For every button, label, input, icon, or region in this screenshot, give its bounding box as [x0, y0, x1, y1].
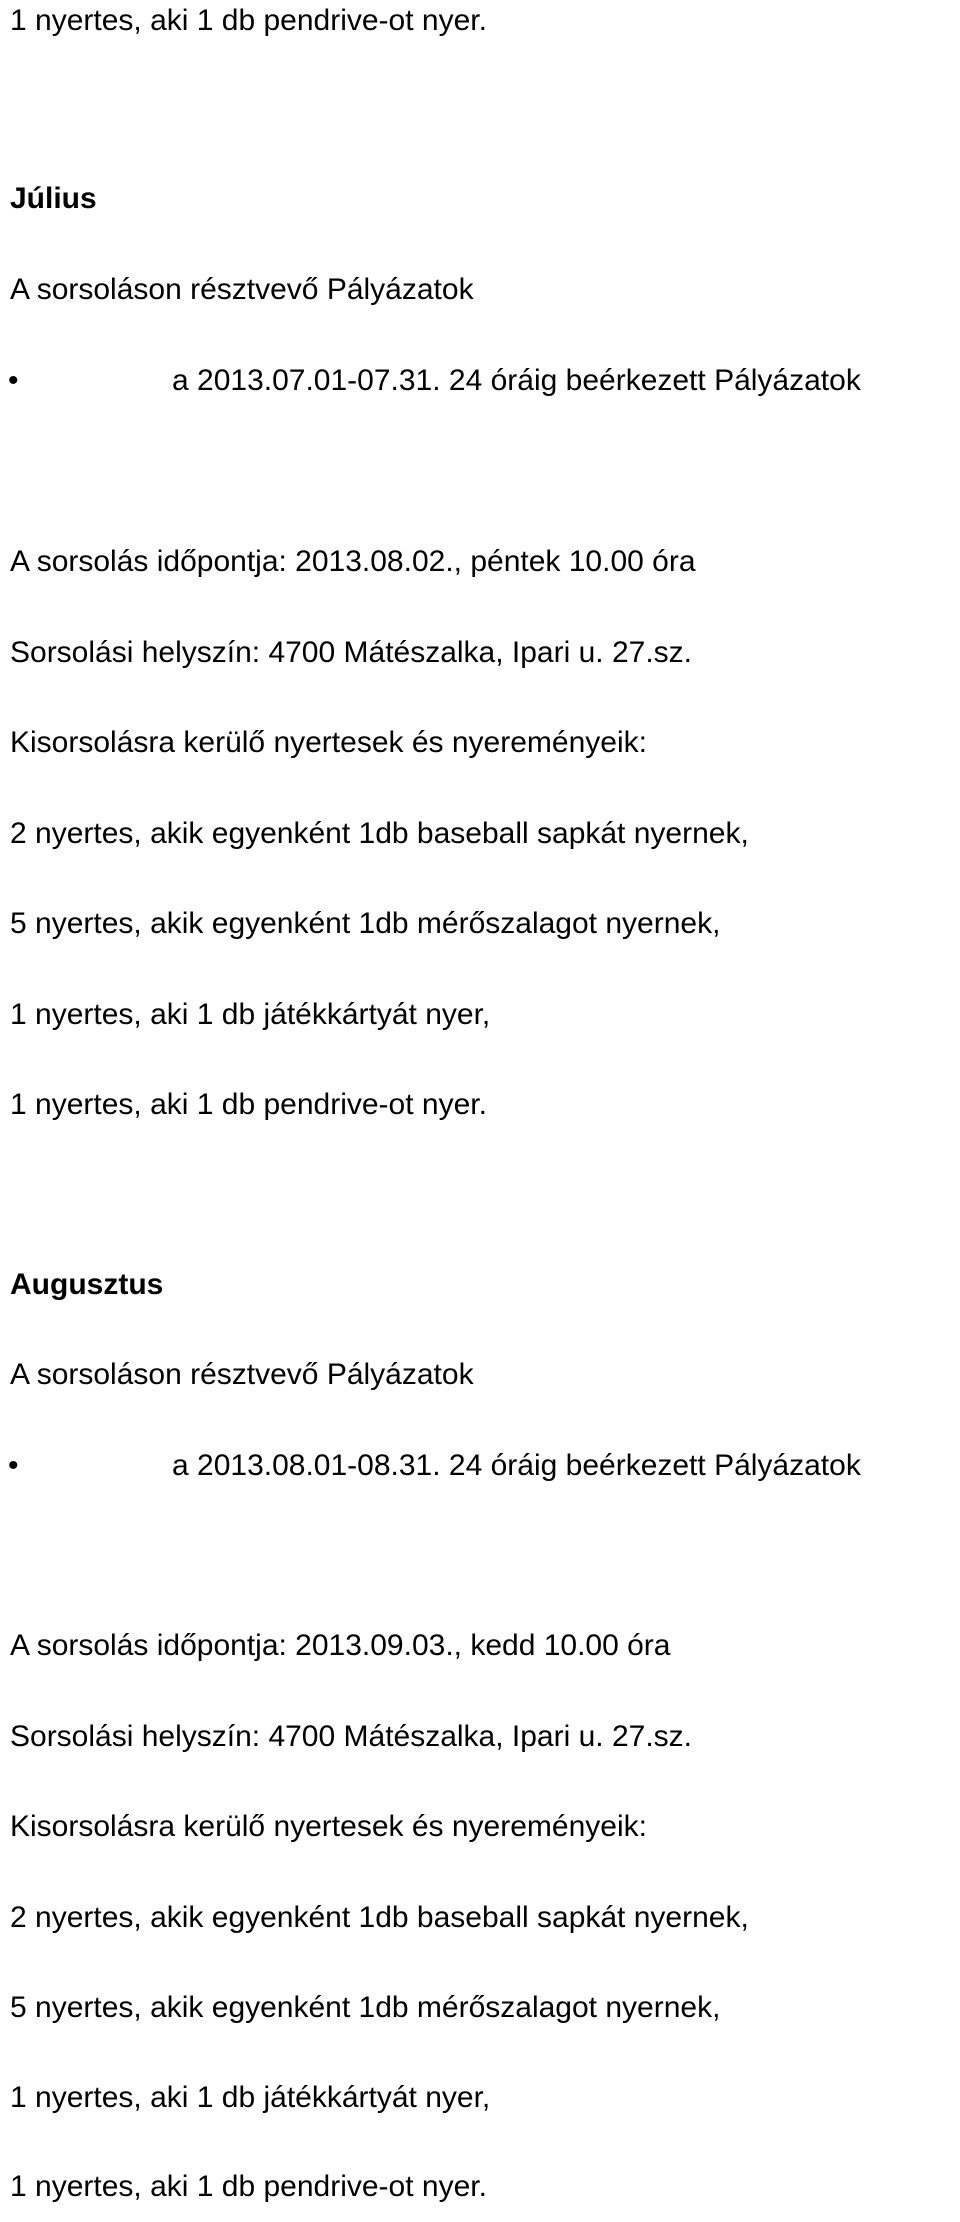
prize-item: 5 nyertes, akik egyenként 1db mérőszalagot nyernek, [10, 907, 721, 940]
draw-date-line: A sorsolás időpontja: 2013.08.02., péntek 10.00 óra [10, 545, 696, 578]
participants-label: A sorsoláson résztvevő Pályázatok [10, 1358, 474, 1391]
participants-label: A sorsoláson résztvevő Pályázatok [10, 273, 474, 306]
prize-item: 1 nyertes, aki 1 db játékkártyát nyer, [10, 2081, 491, 2114]
bullet-marker: • [8, 1449, 19, 1482]
prizes-heading: Kisorsolásra kerülő nyertesek és nyereményeik: [10, 1810, 647, 1843]
prize-item: 1 nyertes, aki 1 db pendrive-ot nyer. [10, 2170, 487, 2203]
draw-location-line: Sorsolási helyszín: 4700 Mátészalka, Ipari u. 27.sz. [10, 636, 693, 669]
month-heading-augusztus: Augusztus [10, 1268, 164, 1301]
prize-item: 1 nyertes, aki 1 db pendrive-ot nyer. [10, 1088, 487, 1121]
range-text: a 2013.07.01-07.31. 24 óráig beérkezett Pályázatok [172, 364, 861, 397]
range-text: a 2013.08.01-08.31. 24 óráig beérkezett Pályázatok [172, 1449, 861, 1482]
draw-date-line: A sorsolás időpontja: 2013.09.03., kedd 10.00 óra [10, 1629, 671, 1662]
draw-location-line: Sorsolási helyszín: 4700 Mátészalka, Ipari u. 27.sz. [10, 1720, 693, 1753]
bullet-marker: • [8, 364, 19, 397]
prize-item: 5 nyertes, akik egyenként 1db mérőszalagot nyernek, [10, 1991, 721, 2024]
prize-item: 2 nyertes, akik egyenként 1db baseball sapkát nyernek, [10, 817, 749, 850]
prize-item: 2 nyertes, akik egyenként 1db baseball sapkát nyernek, [10, 1901, 749, 1934]
prizes-heading: Kisorsolásra kerülő nyertesek és nyereményeik: [10, 726, 647, 759]
month-heading-julius: Július [10, 182, 97, 215]
prize-item: 1 nyertes, aki 1 db játékkártyát nyer, [10, 998, 491, 1031]
intro-prize-line: 1 nyertes, aki 1 db pendrive-ot nyer. [10, 4, 487, 37]
